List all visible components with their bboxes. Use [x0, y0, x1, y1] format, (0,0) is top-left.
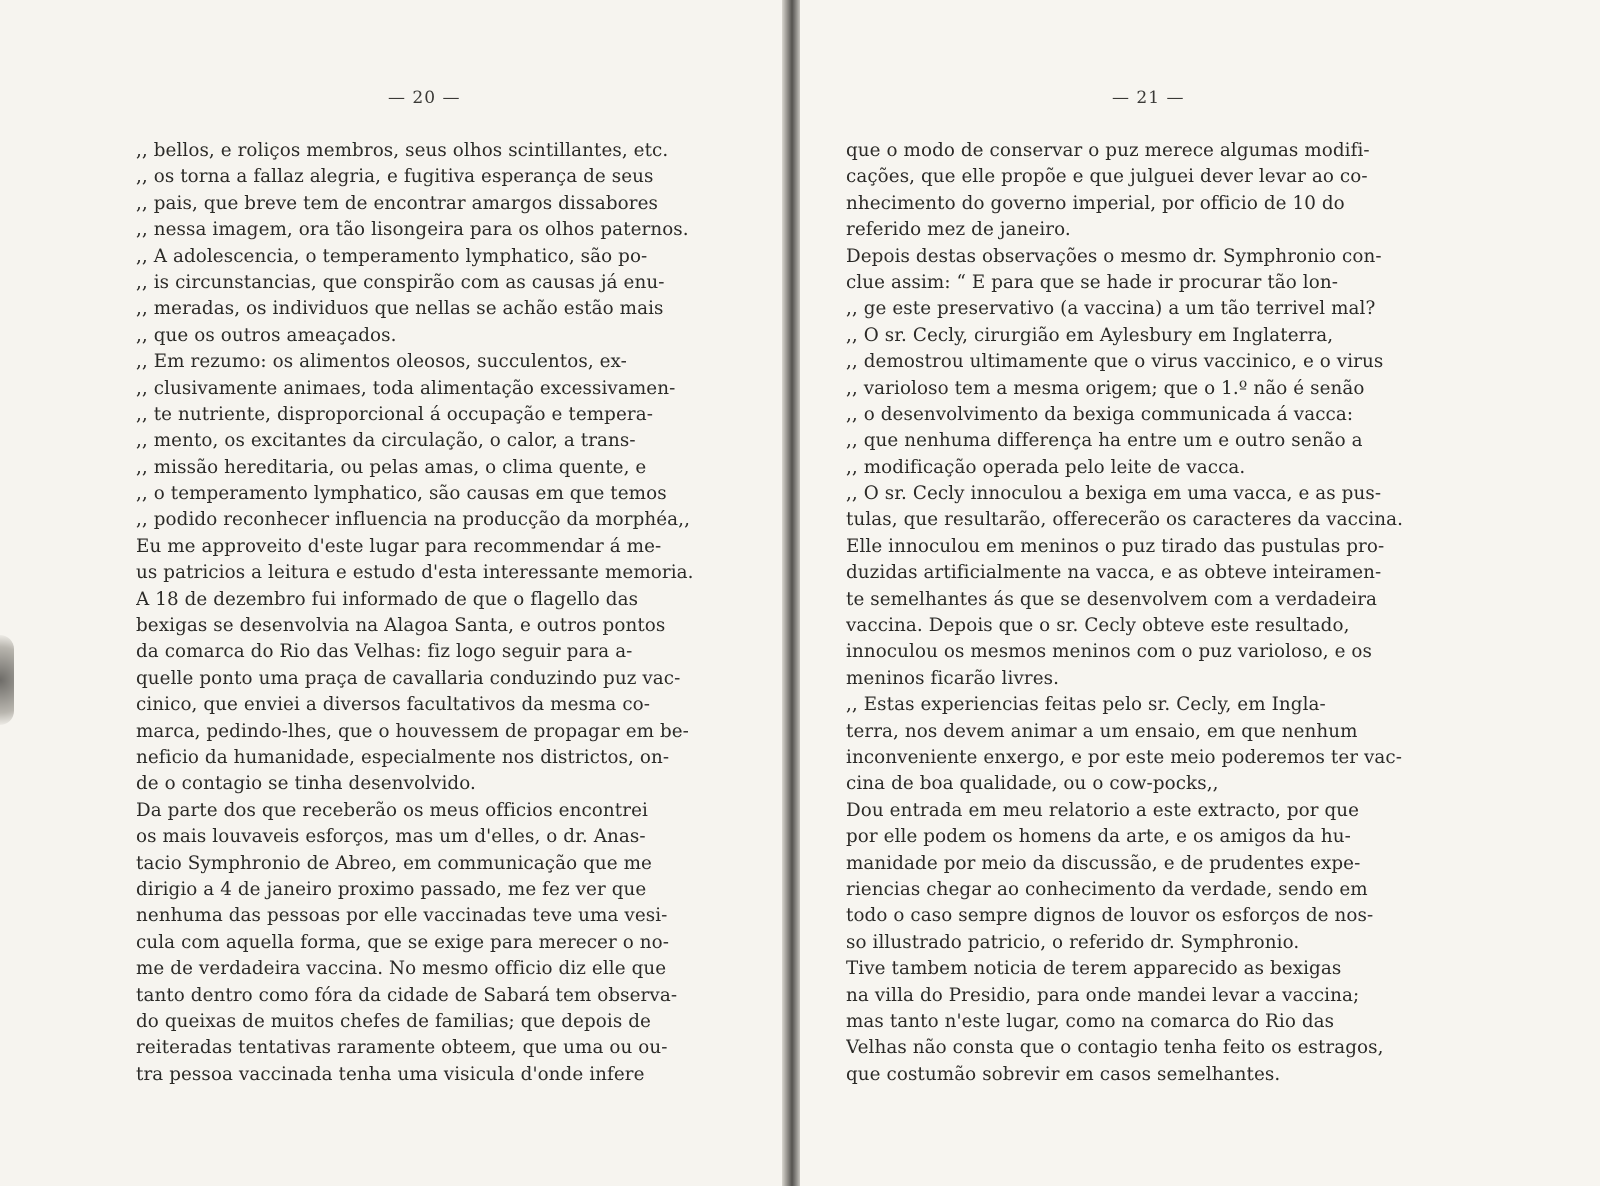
text-line: do queixas de muitos chefes de familias; que depois de: [136, 1010, 651, 1032]
text-line: ,, O sr. Cecly, cirurgião em Aylesbury em Inglaterra,: [846, 324, 1334, 346]
text-line: duzidas artificialmente na vacca, e as obteve inteiramen-: [846, 562, 1382, 584]
text-line: tacio Symphronio de Abreo, em communicação que me: [136, 852, 652, 874]
text-line: us patricios a leitura e estudo d'esta interessante memoria.: [136, 562, 694, 584]
text-line: ,, modificação operada pelo leite de vacca.: [846, 456, 1246, 478]
text-line: cula com aquella forma, que se exige para merecer o no-: [136, 931, 669, 953]
text-line: me de verdadeira vaccina. No mesmo officio diz elle que: [136, 958, 667, 980]
text-line: ,, pais, que breve tem de encontrar amargos dissabores: [136, 192, 659, 214]
text-line: nenhuma das pessoas por elle vaccinadas teve uma vesi-: [136, 905, 668, 927]
text-line: que costumão sobrevir em casos semelhantes.: [846, 1063, 1281, 1085]
text-line: tanto dentro como fóra da cidade de Sabará tem observa-: [136, 984, 678, 1006]
text-line: ,, O sr. Cecly innoculou a bexiga em uma vacca, e as pus-: [846, 483, 1382, 505]
text-line: neficio da humanidade, especialmente nos districtos, on-: [136, 746, 670, 768]
text-line: dirigio a 4 de janeiro proximo passado, me fez ver que: [136, 878, 647, 900]
text-line: manidade por meio da discussão, e de prudentes expe-: [846, 852, 1361, 874]
text-line: Eu me approveito d'este lugar para recommendar á me-: [136, 535, 662, 557]
text-line: Velhas não consta que o contagio tenha feito os estragos,: [846, 1037, 1384, 1059]
right-page: [800, 0, 1600, 1186]
text-line: mas tanto n'este lugar, como na comarca do Rio das: [846, 1010, 1335, 1032]
text-line: Da parte dos que receberão os meus officios encontrei: [136, 799, 648, 821]
text-line: terra, nos devem animar a um ensaio, em que nenhum: [846, 720, 1358, 742]
text-line: ,, ge este preservativo (a vaccina) a um tão terrivel mal?: [846, 298, 1376, 320]
text-line: ,, nessa imagem, ora tão lisongeira para os olhos paternos.: [136, 219, 689, 241]
text-line: Dou entrada em meu relatorio a este extracto, por que: [846, 799, 1360, 821]
text-line: quelle ponto uma praça de cavallaria conduzindo puz vac-: [136, 667, 681, 689]
text-line: ,, demostrou ultimamente que o virus vaccinico, e o virus: [846, 351, 1384, 373]
text-line: ,, te nutriente, disproporcional á occupação e tempera-: [136, 403, 654, 425]
text-line: inconveniente enxergo, e por este meio poderemos ter vac-: [846, 746, 1403, 768]
text-line: todo o caso sempre dignos de louvor os esforços de nos-: [846, 905, 1374, 927]
text-line: ,, meradas, os individuos que nellas se achão estão mais: [136, 298, 664, 320]
text-line: cina de boa qualidade, ou o cow-pocks,,: [846, 773, 1219, 795]
right-page-number: — 21 —: [1112, 88, 1185, 108]
text-line: da comarca do Rio das Velhas: fiz logo seguir para a-: [136, 641, 633, 663]
text-line: meninos ficarão livres.: [846, 667, 1060, 689]
text-line: ,, Estas experiencias feitas pelo sr. Cecly, em Ingla-: [846, 694, 1326, 716]
text-line: tulas, que resultarão, offerecerão os caracteres da vaccina.: [846, 509, 1404, 531]
text-line: ,, bellos, e roliços membros, seus olhos scintillantes, etc.: [136, 140, 669, 161]
text-line: ,, is circunstancias, que conspirão com as causas já enu-: [136, 271, 665, 293]
text-line: bexigas se desenvolvia na Alagoa Santa, e outros pontos: [136, 615, 666, 637]
text-line: ,, o temperamento lymphatico, são causas em que temos: [136, 483, 667, 505]
text-line: Elle innoculou em meninos o puz tirado das pustulas pro-: [846, 535, 1385, 557]
text-line: ,, que os outros ameaçados.: [136, 324, 397, 346]
text-line: referido mez de janeiro.: [846, 219, 1071, 241]
text-line: tra pessoa vaccinada tenha uma visicula d'onde infere: [136, 1063, 645, 1085]
left-page: [0, 0, 790, 1186]
book-gutter: [782, 0, 802, 1186]
text-line: ,, clusivamente animaes, toda alimentação excessivamen-: [136, 377, 676, 399]
right-page-text: [846, 138, 1478, 1088]
text-line: de o contagio se tinha desenvolvido.: [136, 773, 476, 795]
text-line: ,, A adolescencia, o temperamento lymphatico, são po-: [136, 245, 648, 267]
text-line: os mais louvaveis esforços, mas um d'elles, o dr. Anas-: [136, 826, 646, 848]
text-line: ,, que nenhuma differença ha entre um e outro senão a: [846, 430, 1363, 452]
left-page-number: — 20 —: [388, 88, 461, 108]
text-line: Depois destas observações o mesmo dr. Symphronio con-: [846, 245, 1382, 267]
text-line: por elle podem os homens da arte, e os amigos da hu-: [846, 826, 1351, 848]
left-page-text: [136, 138, 756, 1088]
text-line: nhecimento do governo imperial, por officio de 10 do: [846, 192, 1345, 214]
text-line: cações, que elle propõe e que julguei dever levar ao co-: [846, 166, 1368, 188]
text-line: reiteradas tentativas raramente obteem, que uma ou ou-: [136, 1037, 668, 1059]
text-line: na villa do Presidio, para onde mandei levar a vaccina;: [846, 984, 1360, 1006]
text-line: innoculou os mesmos meninos com o puz varioloso, e os: [846, 641, 1372, 663]
text-line: ,, missão hereditaria, ou pelas amas, o clima quente, e: [136, 456, 647, 478]
text-line: vaccina. Depois que o sr. Cecly obteve este resultado,: [846, 615, 1350, 637]
text-line: cinico, que enviei a diversos facultativos da mesma co-: [136, 694, 651, 716]
text-line: que o modo de conservar o puz merece algumas modifi-: [846, 140, 1370, 161]
text-line: ,, o desenvolvimento da bexiga communicada á vacca:: [846, 403, 1354, 425]
text-line: ,, podido reconhecer influencia na producção da morphéa,,: [136, 509, 690, 531]
ink-blot-mark: [0, 635, 14, 725]
text-line: ,, varioloso tem a mesma origem; que o 1.º não é senão: [846, 377, 1365, 399]
text-line: ,, mento, os excitantes da circulação, o calor, a trans-: [136, 430, 636, 452]
text-line: riencias chegar ao conhecimento da verdade, sendo em: [846, 878, 1368, 900]
text-line: A 18 de dezembro fui informado de que o flagello das: [136, 588, 639, 610]
text-line: marca, pedindo-lhes, que o houvessem de propagar em be-: [136, 720, 689, 742]
text-line: clue assim: “ E para que se hade ir procurar tão lon-: [846, 271, 1339, 293]
text-line: so illustrado patricio, o referido dr. Symphronio.: [846, 931, 1300, 953]
text-line: Tive tambem noticia de terem apparecido as bexigas: [846, 958, 1342, 980]
text-line: ,, os torna a fallaz alegria, e fugitiva esperança de seus: [136, 166, 654, 188]
text-line: ,, Em rezumo: os alimentos oleosos, succulentos, ex-: [136, 351, 627, 373]
text-line: te semelhantes ás que se desenvolvem com a verdadeira: [846, 588, 1378, 610]
